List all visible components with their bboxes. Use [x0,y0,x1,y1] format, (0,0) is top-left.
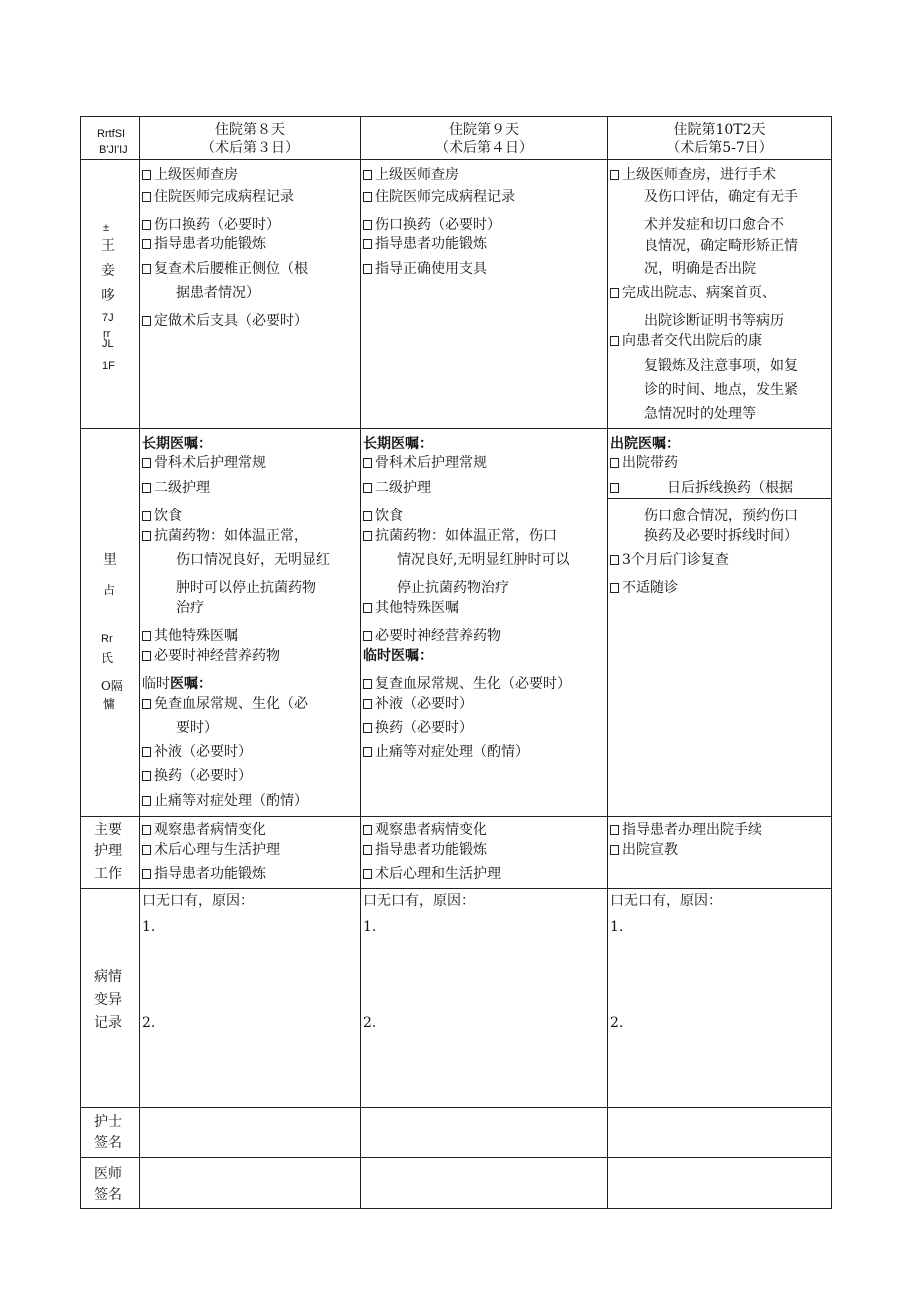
checkbox-icon [142,170,151,180]
checkbox-icon [142,771,151,781]
c1-order-item: 骨科术后护理常规 [142,454,266,472]
checkbox-icon [142,747,151,757]
checkbox-icon [363,483,372,493]
diag-label-3: 妾 [101,263,115,279]
checkbox-icon [363,220,372,230]
c3-order-item: 日后拆线换药（根据 [610,479,793,497]
orders-label-3: Rr [101,633,113,645]
nursing-label-2: 护理 [94,843,122,859]
c2-order-item: 必要时神经营养药物 [363,627,501,645]
variance-c2-n1: 1. [363,919,377,935]
c3-order-item: 3个月后门诊复查 [610,551,729,569]
checkbox-icon [363,264,372,274]
checkbox-icon [142,220,151,230]
c2-order-item: 骨科术后护理常规 [363,454,487,472]
c2-temp-item: 补液（必要时） [363,695,473,713]
c1-temp-item: 换药（必要时） [142,767,252,785]
checkbox-icon [142,845,151,855]
header-label-line-1: RrtfSI [97,128,126,140]
diag-label-1: ± [103,222,110,234]
nurse-sign-label-2: 签名 [94,1135,122,1151]
variance-label-2: 变异 [94,992,122,1008]
col1-post-op: （术后第３日） [201,140,299,156]
orders-label-1: 里 [103,552,117,568]
c2-order-item: 二级护理 [363,479,431,497]
c2-order-continuation: 情况良好,无明显红肿时可以 [397,552,570,568]
col2-post-op: （术后第４日） [435,140,533,156]
c1-order-continuation: 肿时可以停止抗菌药物 [176,580,316,596]
diag-c3-item: 完成出院志、病案首页、 [610,284,776,302]
row-divider [81,428,831,429]
col-divider [360,117,361,1208]
c1-order-item: 二级护理 [142,479,210,497]
checkbox-icon [142,239,151,249]
checkbox-icon [363,825,372,835]
c1-temp-item: 免查血尿常规、生化（必 [142,695,308,713]
c1-order-continuation: 伤口情况良好，无明显红 [176,552,330,568]
checkbox-icon [610,825,619,835]
nursing-c2-item: 指导患者功能锻炼 [363,841,487,859]
diag-c3-item: 向患者交代出院后的康 [610,332,762,350]
diag-c3-item: 上级医师查房，进行手术 [610,166,776,184]
checkbox-icon [363,458,372,468]
c2-order-item: 饮食 [363,507,403,525]
checkbox-icon [363,869,372,879]
diag-label-4: 哆 [101,288,115,304]
c3-order-item: 不适随诊 [610,579,678,597]
nursing-c2-item: 术后心理和生活护理 [363,865,501,883]
header-label-line-2: B'JI'IJ [99,144,128,156]
c1-order-continuation: 治疗 [176,600,204,616]
nursing-c1-item: 观察患者病情变化 [142,821,266,839]
checkbox-icon [363,603,372,613]
c1-order-item: 抗菌药物：如体温正常， [142,527,308,545]
checkbox-icon [610,170,619,180]
col-divider [139,117,140,1208]
diag-c3-continuation: 及伤口评估，确定有无手 [644,189,798,205]
nursing-c2-item: 观察患者病情变化 [363,821,487,839]
orders-label-2: 占 [103,583,116,597]
diag-c1-item: 复查术后腰椎正侧位（根 [142,260,308,278]
diag-c1-item: 指导患者功能锻炼 [142,235,266,253]
c1-temp-item: 补液（必要时） [142,743,252,761]
checkbox-icon [363,170,372,180]
row-divider [81,816,831,817]
checkbox-icon [142,483,151,493]
checkbox-icon [363,699,372,709]
col3-post-op: （术后第5-7日） [666,140,773,156]
checkbox-icon [363,192,372,202]
checkbox-icon [142,316,151,326]
checkbox-icon [142,511,151,521]
diag-c3-continuation: 急情况时的处理等 [644,406,756,422]
col2-day: 住院第９天 [449,122,519,138]
variance-c3-n1: 1. [610,919,624,935]
row-divider [81,1157,831,1158]
orders-label-6: 慵 [103,697,116,711]
row-divider [81,159,831,160]
col-divider [607,117,608,1208]
checkbox-icon [363,845,372,855]
checkbox-icon [142,458,151,468]
checkbox-icon [610,483,619,493]
row-divider [81,888,831,889]
c2-temp-item: 止痛等对症处理（酌情） [363,743,529,761]
checkbox-icon [363,511,372,521]
nursing-c1-item: 指导患者功能锻炼 [142,865,266,883]
nursing-c3-item: 出院宣教 [610,841,678,859]
diag-c1-item: 定做术后支具（必要时） [142,312,308,330]
c1-order-item: 饮食 [142,507,182,525]
checkbox-icon [142,869,151,879]
checkbox-icon [610,555,619,565]
checkbox-icon [142,531,151,541]
checkbox-icon [142,192,151,202]
diag-label-5: 7J [102,312,114,324]
variance-c2-head: 口无口有，原因： [363,893,475,909]
doctor-sign-label-1: 医师 [94,1166,122,1182]
col3-day: 住院第10T2天 [673,122,766,138]
checkbox-icon [142,796,151,806]
diag-label-8: 1F [102,360,115,372]
checkbox-icon [142,699,151,709]
diag-label-2: 王 [101,238,115,254]
nursing-label-1: 主要 [94,822,122,838]
c1-long-term-title: 长期医嘱： [142,436,212,452]
checkbox-icon [610,845,619,855]
checkbox-icon [610,458,619,468]
diag-c3-continuation: 复锻炼及注意事项，如复 [644,358,798,374]
checkbox-icon [142,651,151,661]
variance-c3-n2: 2. [610,1015,624,1031]
diag-c1-item: 住院医师完成病程记录 [142,188,294,206]
checkbox-icon [363,239,372,249]
diag-c2-item: 伤口换药（必要时） [363,216,501,234]
variance-label-3: 记录 [94,1015,122,1031]
c1-order-item: 其他特殊医嘱 [142,627,238,645]
c1-temp-item: 止痛等对症处理（酌情） [142,792,308,810]
orders-label-4: 氏 [101,651,114,665]
checkbox-icon [363,723,372,733]
checkbox-icon [142,264,151,274]
variance-c3-head: 口无口有，原因： [610,893,722,909]
checkbox-icon [363,631,372,641]
c2-order-item: 其他特殊医嘱 [363,599,459,617]
nursing-c1-item: 术后心理与生活护理 [142,841,280,859]
diag-c1-item: 上级医师查房 [142,166,238,184]
row-divider [81,1107,831,1108]
orders-label-5: O隔 [101,679,123,693]
c2-order-continuation: 停止抗菌药物治疗 [397,580,509,596]
diag-c2-item: 指导患者功能锻炼 [363,235,487,253]
diag-label-6: ŗr [103,328,111,340]
checkbox-icon [142,631,151,641]
diag-c3-continuation: 出院诊断证明书等病历 [644,313,784,329]
nurse-sign-label-1: 护士 [94,1114,122,1130]
checkbox-icon [363,531,372,541]
c2-temp-item: 换药（必要时） [363,719,473,737]
c2-order-item: 抗菌药物：如体温正常，伤口 [363,527,557,545]
col1-day: 住院第８天 [215,122,285,138]
c1-temp-continuation: 要时） [176,720,218,736]
c3-discharge-title: 出院医嘱： [610,436,680,452]
variance-c2-n2: 2. [363,1015,377,1031]
diag-c3-continuation: 良情况，确定畸形矫正情 [644,238,798,254]
variance-c1-n1: 1. [142,919,156,935]
c2-temporary-title: 临时医嘱： [363,648,433,664]
diag-c3-continuation: 况，明确是否出院 [644,261,756,277]
c3-order-continuation: 换药及必要时拆线时间） [644,528,798,544]
diag-label-7: JL [102,338,114,350]
c2-temp-item: 复查血尿常规、生化（必要时） [363,675,571,693]
diag-c2-item: 指导正确使用支具 [363,260,487,278]
variance-label-1: 病情 [94,969,122,985]
c1-order-item: 必要时神经营养药物 [142,647,280,665]
c3-order-item: 出院带药 [610,454,678,472]
checkbox-icon [142,825,151,835]
inner-divider [608,498,831,499]
diag-c2-item: 上级医师查房 [363,166,459,184]
checkbox-icon [363,679,372,689]
checkbox-icon [610,288,619,298]
diag-c1-item: 伤口换药（必要时） [142,216,280,234]
variance-c1-head: 口无口有，原因： [142,893,254,909]
nursing-c3-item: 指导患者办理出院手续 [610,821,762,839]
checkbox-icon [610,583,619,593]
diag-c1-continuation: 据患者情况） [176,285,260,301]
c3-order-continuation: 伤口愈合情况，预约伤口 [644,508,798,524]
doctor-sign-label-2: 签名 [94,1187,122,1203]
c2-long-term-title: 长期医嘱： [363,436,433,452]
diag-c3-continuation: 术并发症和切口愈合不 [644,217,784,233]
variance-c1-n2: 2. [142,1015,156,1031]
diag-c3-continuation: 诊的时间、地点，发生紧 [644,382,798,398]
clinical-pathway-table [80,116,832,1209]
nursing-label-3: 工作 [94,866,122,882]
checkbox-icon [610,336,619,346]
checkbox-icon [363,747,372,757]
c1-temporary-title: 临时医嘱： [142,676,212,692]
diag-c2-item: 住院医师完成病程记录 [363,188,515,206]
